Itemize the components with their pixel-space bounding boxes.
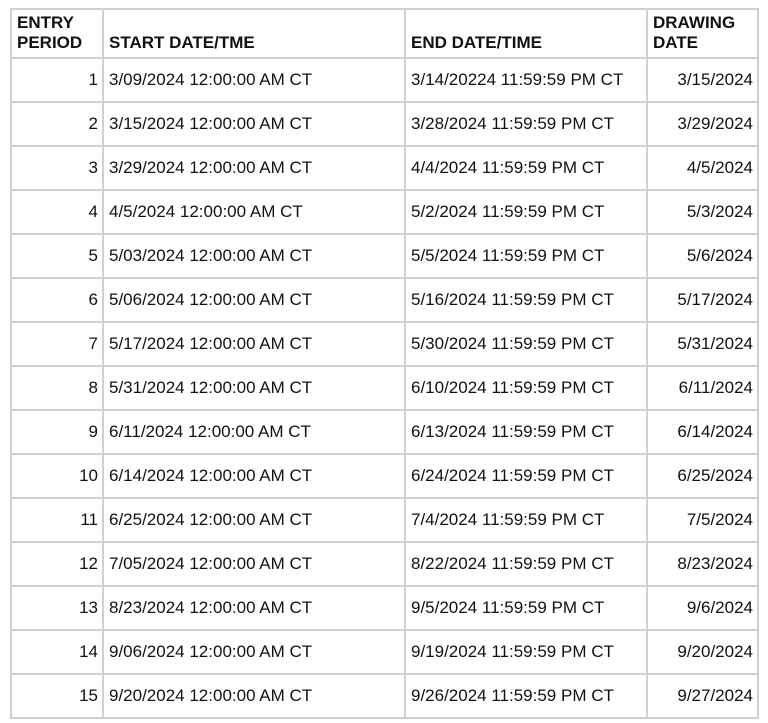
table-row xyxy=(11,542,758,586)
start-date-time-cell: 3/09/2024 12:00:00 AM CT xyxy=(103,58,405,102)
entry-period-cell: 11 xyxy=(11,498,103,542)
drawing-date-cell: 8/23/2024 xyxy=(647,542,758,586)
drawing-date-cell: 5/17/2024 xyxy=(647,278,758,322)
table-row xyxy=(11,630,758,674)
table-row xyxy=(11,146,758,190)
table-row xyxy=(11,278,758,322)
entry-period-schedule-table xyxy=(10,8,759,719)
table-header xyxy=(11,9,758,58)
entry-period-cell: 3 xyxy=(11,146,103,190)
table-row xyxy=(11,498,758,542)
entry-period-cell: 6 xyxy=(11,278,103,322)
drawing-date-cell: 3/15/2024 xyxy=(647,58,758,102)
drawing-date-cell: 6/25/2024 xyxy=(647,454,758,498)
header-end-date-time: END DATE/TIME xyxy=(405,9,647,58)
header-drawing-date-line-1: DRAWING xyxy=(653,13,736,32)
start-date-time-cell: 5/17/2024 12:00:00 AM CT xyxy=(103,322,405,366)
table-row xyxy=(11,322,758,366)
end-date-time-cell: 9/5/2024 11:59:59 PM CT xyxy=(405,586,647,630)
header-start-date-time: START DATE/TME xyxy=(103,9,405,58)
table-row xyxy=(11,454,758,498)
end-date-time-cell: 9/26/2024 11:59:59 PM CT xyxy=(405,674,647,718)
entry-period-cell: 1 xyxy=(11,58,103,102)
start-date-time-cell: 3/15/2024 12:00:00 AM CT xyxy=(103,102,405,146)
end-date-time-cell: 5/2/2024 11:59:59 PM CT xyxy=(405,190,647,234)
entry-period-cell: 12 xyxy=(11,542,103,586)
table-row xyxy=(11,234,758,278)
table-row xyxy=(11,586,758,630)
drawing-date-cell: 9/20/2024 xyxy=(647,630,758,674)
drawing-date-cell: 5/6/2024 xyxy=(647,234,758,278)
start-date-time-cell: 4/5/2024 12:00:00 AM CT xyxy=(103,190,405,234)
end-date-time-cell: 3/14/20224 11:59:59 PM CT xyxy=(405,58,647,102)
header-drawing-date-line-2: DATE xyxy=(653,33,699,52)
drawing-date-cell: 3/29/2024 xyxy=(647,102,758,146)
table-row xyxy=(11,366,758,410)
start-date-time-cell: 6/14/2024 12:00:00 AM CT xyxy=(103,454,405,498)
start-date-time-cell: 8/23/2024 12:00:00 AM CT xyxy=(103,586,405,630)
table-row xyxy=(11,102,758,146)
end-date-time-cell: 6/13/2024 11:59:59 PM CT xyxy=(405,410,647,454)
start-date-time-cell: 3/29/2024 12:00:00 AM CT xyxy=(103,146,405,190)
start-date-time-cell: 9/20/2024 12:00:00 AM CT xyxy=(103,674,405,718)
drawing-date-cell: 5/3/2024 xyxy=(647,190,758,234)
drawing-date-cell: 9/27/2024 xyxy=(647,674,758,718)
entry-period-cell: 15 xyxy=(11,674,103,718)
end-date-time-cell: 8/22/2024 11:59:59 PM CT xyxy=(405,542,647,586)
drawing-date-cell: 6/14/2024 xyxy=(647,410,758,454)
entry-period-cell: 5 xyxy=(11,234,103,278)
header-row xyxy=(11,9,758,58)
end-date-time-cell: 4/4/2024 11:59:59 PM CT xyxy=(405,146,647,190)
start-date-time-cell: 5/06/2024 12:00:00 AM CT xyxy=(103,278,405,322)
table-row xyxy=(11,410,758,454)
end-date-time-cell: 7/4/2024 11:59:59 PM CT xyxy=(405,498,647,542)
entry-period-cell: 8 xyxy=(11,366,103,410)
entry-period-cell: 4 xyxy=(11,190,103,234)
end-date-time-cell: 5/16/2024 11:59:59 PM CT xyxy=(405,278,647,322)
table-body xyxy=(11,58,758,718)
start-date-time-cell: 9/06/2024 12:00:00 AM CT xyxy=(103,630,405,674)
table-row xyxy=(11,58,758,102)
header-entry-period-line-1: ENTRY xyxy=(17,13,74,32)
entry-period-cell: 10 xyxy=(11,454,103,498)
entry-period-cell: 14 xyxy=(11,630,103,674)
entry-period-cell: 2 xyxy=(11,102,103,146)
start-date-time-cell: 5/03/2024 12:00:00 AM CT xyxy=(103,234,405,278)
entry-period-cell: 7 xyxy=(11,322,103,366)
header-entry-period-line-2: PERIOD xyxy=(17,33,83,52)
start-date-time-cell: 6/11/2024 12:00:00 AM CT xyxy=(103,410,405,454)
end-date-time-cell: 5/30/2024 11:59:59 PM CT xyxy=(405,322,647,366)
drawing-date-cell: 5/31/2024 xyxy=(647,322,758,366)
header-drawing-date xyxy=(647,9,758,58)
end-date-time-cell: 6/24/2024 11:59:59 PM CT xyxy=(405,454,647,498)
header-entry-period xyxy=(11,9,103,58)
end-date-time-cell: 6/10/2024 11:59:59 PM CT xyxy=(405,366,647,410)
start-date-time-cell: 6/25/2024 12:00:00 AM CT xyxy=(103,498,405,542)
drawing-date-cell: 9/6/2024 xyxy=(647,586,758,630)
start-date-time-cell: 5/31/2024 12:00:00 AM CT xyxy=(103,366,405,410)
table-row xyxy=(11,674,758,718)
drawing-date-cell: 6/11/2024 xyxy=(647,366,758,410)
table-row xyxy=(11,190,758,234)
entry-period-cell: 13 xyxy=(11,586,103,630)
drawing-date-cell: 4/5/2024 xyxy=(647,146,758,190)
entry-period-cell: 9 xyxy=(11,410,103,454)
end-date-time-cell: 5/5/2024 11:59:59 PM CT xyxy=(405,234,647,278)
end-date-time-cell: 3/28/2024 11:59:59 PM CT xyxy=(405,102,647,146)
drawing-date-cell: 7/5/2024 xyxy=(647,498,758,542)
start-date-time-cell: 7/05/2024 12:00:00 AM CT xyxy=(103,542,405,586)
end-date-time-cell: 9/19/2024 11:59:59 PM CT xyxy=(405,630,647,674)
